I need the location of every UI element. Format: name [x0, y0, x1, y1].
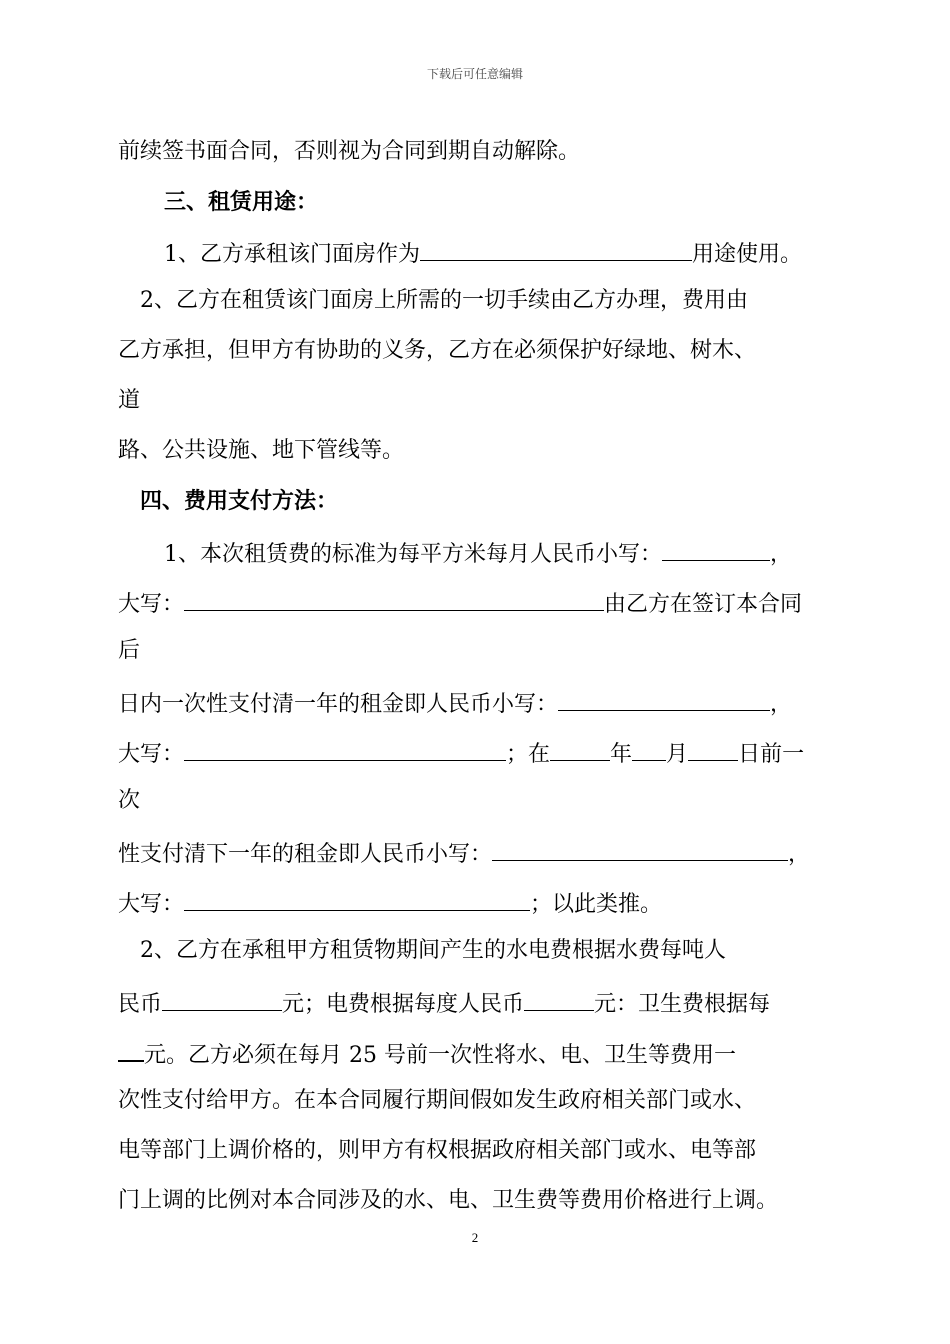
paragraph-line: 后 — [118, 638, 141, 663]
paragraph-line: 性支付清下一年的租金即人民币小写： ， — [118, 836, 810, 870]
paragraph-line: 大写： ；以此类推。 — [118, 886, 662, 920]
paragraph-line: 道 — [118, 388, 141, 413]
section-heading-usage: 三、租赁用途： — [164, 189, 319, 215]
paragraph-line: 前续签书面合同，否则视为合同到期自动解除。 — [118, 139, 581, 164]
blank-first-year-lower[interactable] — [558, 686, 770, 711]
blank-monthly-rate-lower[interactable] — [662, 536, 770, 561]
page-header-note: 下载后可任意编辑 — [426, 67, 523, 81]
paragraph-line: 次性支付给甲方。在本合同履行期间假如发生政府相关部门或水、 — [118, 1088, 757, 1113]
blank-year[interactable] — [550, 736, 610, 761]
paragraph-line: 门上调的比例对本合同涉及的水、电、卫生费等费用价格进行上调。 — [118, 1188, 779, 1213]
paragraph-line: 民币 元；电费根据每度人民币 元：卫生费根据每 — [118, 986, 770, 1020]
blank-water-fee[interactable] — [162, 986, 282, 1011]
paragraph-line: 元。乙方必须在每月 25 号前一次性将水、电、卫生等费用一 — [118, 1036, 736, 1071]
paragraph-line: 电等部门上调价格的，则甲方有权根据政府相关部门或水、电等部 — [118, 1138, 757, 1163]
paragraph-line: 次 — [118, 788, 141, 813]
blank-monthly-rate-upper[interactable] — [184, 586, 604, 611]
paragraph-line: 大写： ；在 年 月 日前一 — [118, 736, 804, 770]
blank-usage-field[interactable] — [420, 236, 692, 261]
blank-month[interactable] — [632, 736, 666, 761]
page-number: 2 — [471, 1230, 479, 1245]
blank-sanitation-fee[interactable] — [118, 1036, 144, 1062]
paragraph-line: 路、公共设施、地下管线等。 — [118, 438, 405, 463]
paragraph-line: 2、乙方在租赁该门面房上所需的一切手续由乙方办理，费用由 — [140, 288, 748, 313]
blank-electricity-fee[interactable] — [524, 986, 594, 1011]
paragraph-line: 乙方承担，但甲方有协助的义务，乙方在必须保护好绿地、树木、 — [118, 338, 757, 363]
blank-day[interactable] — [688, 736, 738, 761]
blank-first-year-upper[interactable] — [184, 736, 506, 761]
blank-next-year-lower[interactable] — [492, 836, 788, 861]
paragraph-line: 1、本次租赁费的标准为每平方米每月人民币小写： ， — [164, 536, 792, 570]
paragraph-line: 日内一次性支付清一年的租金即人民币小写： ， — [118, 686, 792, 720]
paragraph-line: 大写： 由乙方在签订本合同 — [118, 586, 802, 620]
paragraph-line: 1、乙方承租该门面房作为 用途使用。 — [164, 236, 802, 270]
section-heading-payment: 四、费用支付方法： — [140, 488, 339, 514]
blank-next-year-upper[interactable] — [184, 886, 530, 911]
paragraph-line: 2、乙方在承租甲方租赁物期间产生的水电费根据水费每吨人 — [140, 938, 726, 963]
